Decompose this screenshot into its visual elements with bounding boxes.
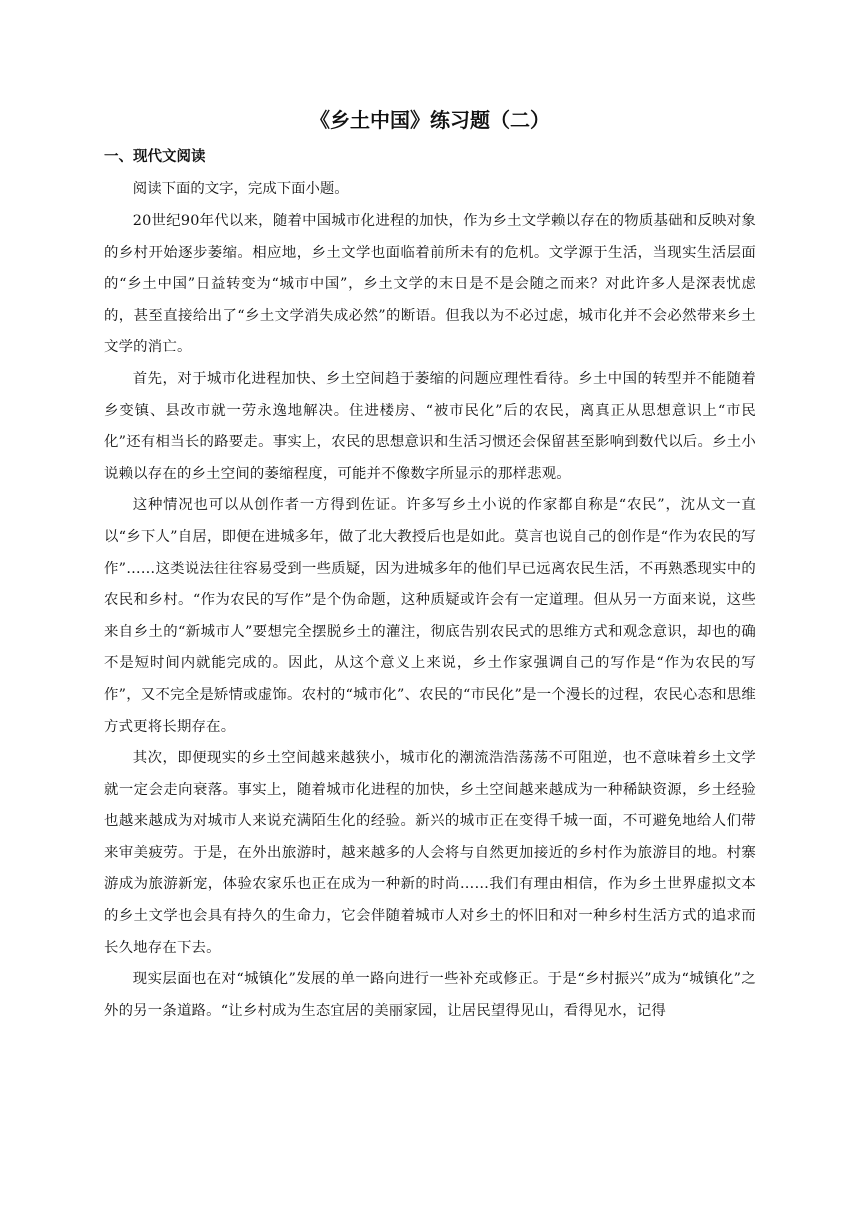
passage-paragraph: 首先，对于城市化进程加快、乡土空间趋于萎缩的问题应理性看待。乡土中国的转型并不能随着乡变镇、县改市就一劳永逸地解决。住进楼房、“被市民化”后的农民，离真正从思想意识上“市民化”还有相当长的路要走。事实上，农民的思想意识和生活习惯还会保留甚至影响到数代以后。乡土小说赖以存在的乡土空间的萎缩程度，可能并不像数字所显示的那样悲观。	[104, 370, 756, 482]
passage-paragraph: 这种情况也可以从创作者一方得到佐证。许多写乡土小说的作家都自称是“农民”，沈从文一直以“乡下人”自居，即便在进城多年，做了北大教授后也是如此。莫言也说自己的创作是“作为农民的写作”……这类说法往往容易受到一些质疑，因为进城多年的他们早已远离农民生活，不再熟悉现实中的农民和乡村。“作为农民的写作”是个伪命题，这种质疑或许会有一定道理。但从另一方面来说，这些来自乡土的“新城市人”要想完全摆脱乡土的灌注，彻底告别农民式的思维方式和观念意识，却也的确不是短时间内就能完成的。因此，从这个意义上来说，乡土作家强调自己的写作是“作为农民的写作”，又不完全是矫情或虚饰。农村的“城市化”、农民的“市民化”是一个漫长的过程，农民心态和思维方式更将长期存在。	[104, 497, 756, 735]
passage-paragraph: 20世纪90年代以来，随着中国城市化进程的加快，作为乡土文学赖以存在的物质基础和反映对象的乡村开始逐步萎缩。相应地，乡土文学也面临着前所未有的危机。文学源于生活，当现实生活层面的“乡土中国”日益转变为“城市中国”，乡土文学的末日是不是会随之而来？对此许多人是深表忧虑的，甚至直接给出了“乡土文学消失成必然”的断语。但我以为不必过虑，城市化并不会必然带来乡土文学的消亡。	[104, 213, 756, 356]
document-page	[104, 100, 756, 1027]
reading-instruction: 阅读下面的文字，完成下面小题。	[132, 181, 349, 197]
passage-paragraph: 现实层面也在对“城镇化”发展的单一路向进行一些补充或修正。于是“乡村振兴”成为“城镇化”之外的另一条道路。“让乡村成为生态宜居的美丽家园，让居民望得见山，看得见水，记得	[104, 971, 756, 1019]
section-heading: 一、现代文阅读	[104, 149, 206, 165]
document-title: 《乡土中国》练习题（二）	[310, 108, 550, 132]
passage-paragraph: 其次，即便现实的乡土空间越来越狭小，城市化的潮流浩浩荡荡不可阻逆，也不意味着乡土文学就一定会走向衰落。事实上，随着城市化进程的加快，乡土空间越来越成为一种稀缺资源，乡土经验也越来越成为对城市人来说充满陌生化的经验。新兴的城市正在变得千城一面，不可避免地给人们带来审美疲劳。于是，在外出旅游时，越来越多的人会将与自然更加接近的乡村作为旅游目的地。村寨游成为旅游新宠，体验农家乐也正在成为一种新的时尚……我们有理由相信，作为乡土世界虚拟文本的乡土文学也会具有持久的生命力，它会伴随着城市人对乡土的怀旧和对一种乡村生活方式的追求而长久地存在下去。	[104, 750, 756, 956]
